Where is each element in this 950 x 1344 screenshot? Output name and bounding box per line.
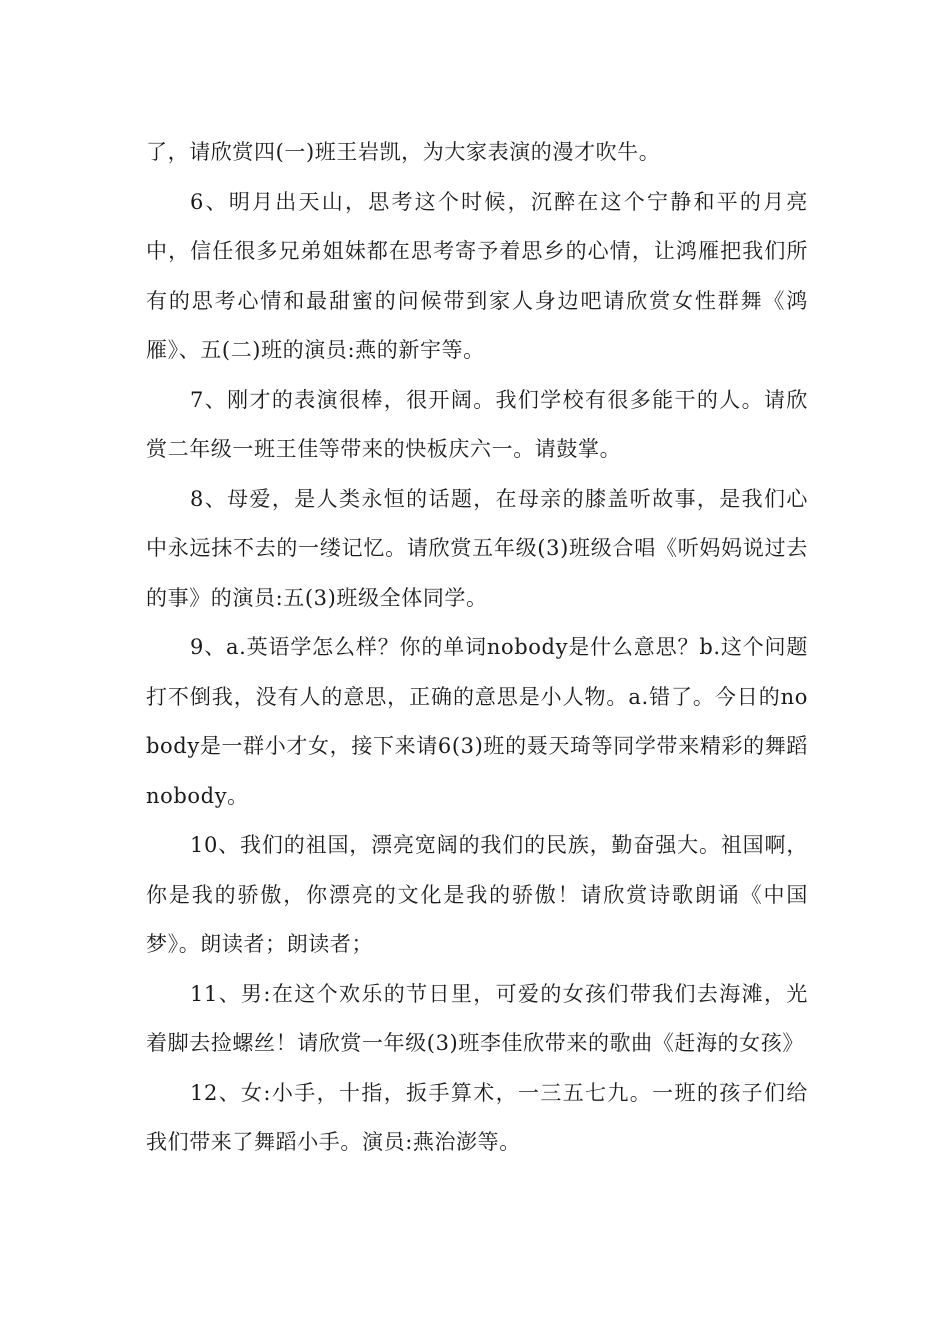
paragraph-item-10: 10、我们的祖国，漂亮宽阔的我们的民族，勤奋强大。祖国啊，你是我的骄傲，你漂亮的文化是我的骄傲！请欣赏诗歌朗诵《中国梦》。朗读者；朗读者； bbox=[146, 833, 808, 956]
paragraph-continuation: 了，请欣赏四(一)班王岩凯，为大家表演的漫才吹牛。 bbox=[146, 140, 661, 164]
paragraph-item-7: 7、刚才的表演很棒，很开阔。我们学校有很多能干的人。请欣赏二年级一班王佳等带来的快板庆六一。请鼓掌。 bbox=[146, 387, 808, 461]
paragraph-item-9: 9、a.英语学怎么样？你的单词nobody是什么意思？b.这个问题打不倒我，没有人的意思，正确的意思是小人物。a.错了。今日的nobody是一群小才女，接下来请6(3)班的聂天琦等同学带来精彩的舞蹈nobody。 bbox=[146, 635, 808, 808]
document-body bbox=[146, 128, 808, 1168]
paragraph-item-12: 12、女:小手，十指，扳手算术，一三五七九。一班的孩子们给我们带来了舞蹈小手。演员:燕治澎等。 bbox=[146, 1080, 808, 1154]
paragraph-item-6: 6、明月出天山，思考这个时候，沉醉在这个宁静和平的月亮中，信任很多兄弟姐妹都在思考寄予着思乡的心情，让鸿雁把我们所有的思考心情和最甜蜜的问候带到家人身边吧请欣赏女性群舞《鸿雁》、五(二)班的演员:燕的新宇等。 bbox=[146, 189, 808, 362]
paragraph-item-8: 8、母爱，是人类永恒的话题，在母亲的膝盖听故事，是我们心中永远抹不去的一缕记忆。请欣赏五年级(3)班级合唱《听妈妈说过去的事》的演员:五(3)班级全体同学。 bbox=[146, 486, 808, 610]
paragraph-item-11: 11、男:在这个欢乐的节日里，可爱的女孩们带我们去海滩，光着脚去捡螺丝！请欣赏一年级(3)班李佳欣带来的歌曲《赶海的女孩》 bbox=[146, 981, 808, 1055]
